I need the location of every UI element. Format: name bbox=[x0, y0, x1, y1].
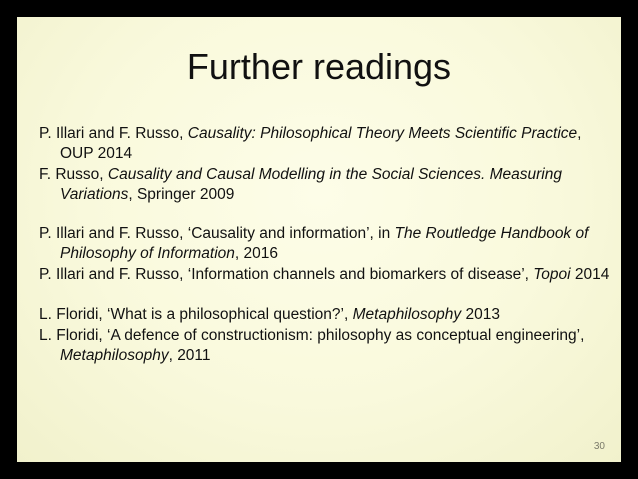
reference-text: P. Illari and F. Russo, bbox=[39, 125, 188, 142]
reference-list bbox=[39, 124, 611, 367]
reference-title: The Routledge Handbook of Philosophy of Information bbox=[60, 225, 589, 262]
reference-text: 2013 bbox=[461, 305, 500, 323]
reference-text: , OUP 2014 bbox=[60, 125, 582, 162]
reference-text: P. Illari and F. Russo, ‘Causality and information’, in bbox=[39, 225, 395, 242]
slide-title: Further readings bbox=[186, 46, 452, 87]
reference-text: , 2016 bbox=[234, 244, 279, 262]
reference-text: , 2011 bbox=[168, 346, 211, 364]
page-number: 30 bbox=[593, 441, 605, 452]
reference-title: Topoi bbox=[533, 266, 571, 283]
reference-text: F. Russo, bbox=[39, 166, 108, 183]
slide-content bbox=[17, 17, 621, 462]
reference-text: , Springer 2009 bbox=[128, 185, 235, 203]
reference-item bbox=[39, 305, 611, 325]
reference-text: P. Illari and F. Russo, ‘Information channels and biomarkers of disease’, bbox=[39, 266, 534, 283]
reference-text: L. Floridi, ‘A defence of constructionism: philosophy as conceptual engineering’, bbox=[39, 327, 585, 344]
reference-title: Causality: Philosophical Theory Meets Scientific Practice bbox=[187, 125, 578, 142]
reference-item bbox=[39, 326, 611, 365]
reference-text: 2014 bbox=[570, 266, 610, 283]
reference-item bbox=[39, 165, 611, 204]
reference-item bbox=[39, 265, 611, 285]
reference-item bbox=[39, 124, 611, 163]
reference-title: Metaphilosophy bbox=[60, 346, 169, 364]
reference-item bbox=[39, 224, 611, 263]
reference-title: Metaphilosophy bbox=[352, 305, 462, 323]
reference-title: Causality and Causal Modelling in the Social Sciences. Measuring Variations bbox=[60, 166, 562, 203]
reference-text: L. Floridi, ‘What is a philosophical question?’, bbox=[39, 305, 353, 323]
